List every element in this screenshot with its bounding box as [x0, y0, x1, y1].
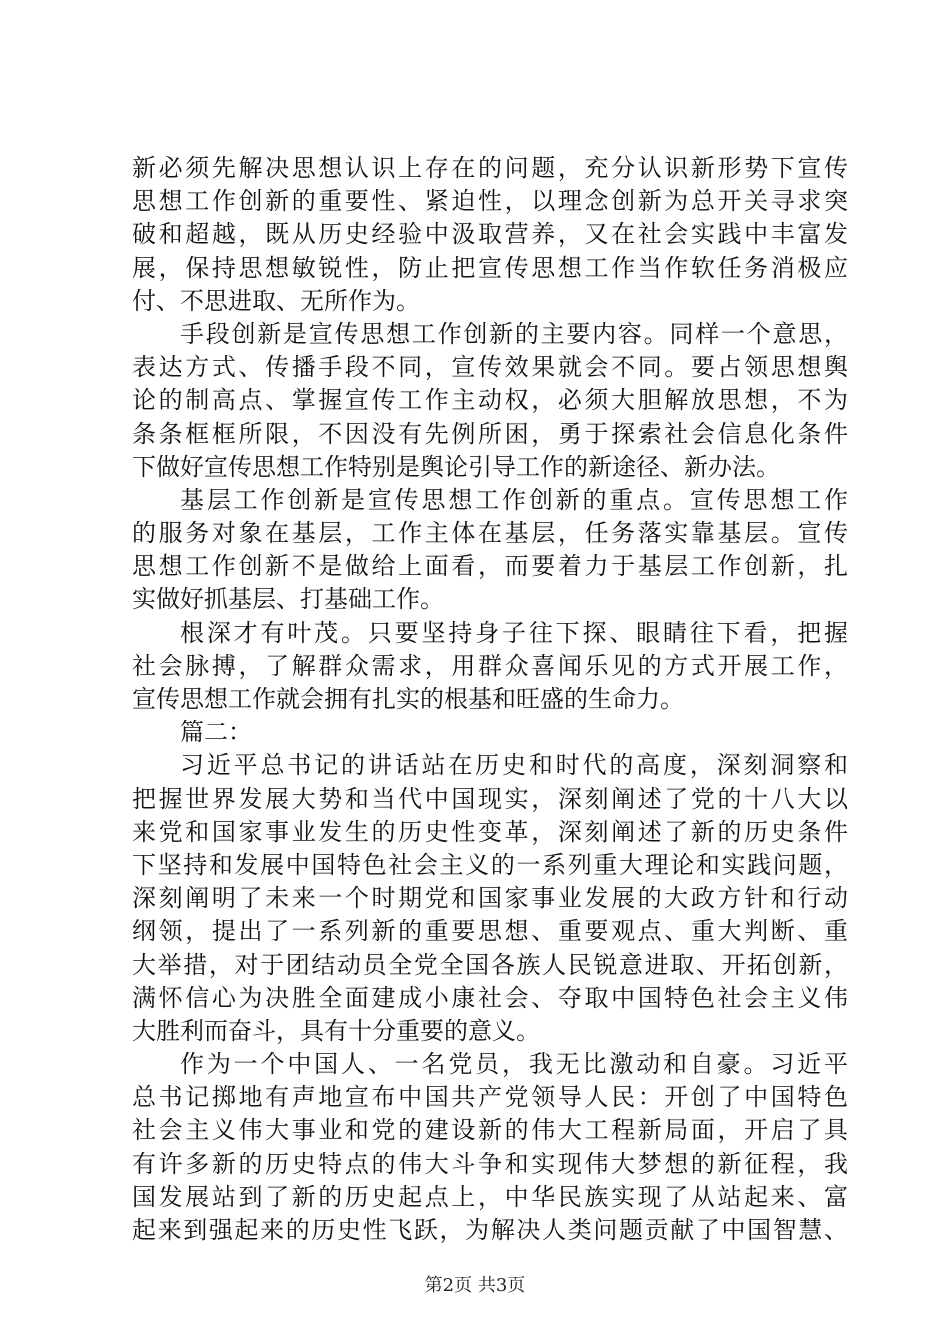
- text-line: 手段创新是宣传思想工作创新的主要内容。同样一个意思，: [180, 319, 848, 348]
- text-line: 作为一个中国人、一名党员，我无比激动和自豪。习近平: [180, 1050, 848, 1079]
- section-heading: [132, 716, 848, 749]
- paragraph: [132, 749, 848, 1048]
- text-line: 国发展站到了新的历史起点上，中华民族实现了从站起来、富: [132, 1182, 848, 1211]
- text-line: 实做好抓基层、打基础工作。: [132, 585, 444, 614]
- text-line: 深刻阐明了未来一个时期党和国家事业发展的大政方针和行动: [132, 884, 848, 913]
- paragraph: [132, 152, 848, 318]
- paragraph: [132, 484, 848, 617]
- text-line: 把握世界发展大势和当代中国现实，深刻阐述了党的十八大以: [132, 784, 848, 813]
- paragraph: [132, 617, 848, 717]
- text-line: 新必须先解决思想认识上存在的问题，充分认识新形势下宣传: [132, 154, 848, 182]
- text-line: 有许多新的历史特点的伟大斗争和实现伟大梦想的新征程，我: [132, 1149, 848, 1178]
- document-body: [132, 152, 848, 1247]
- paragraph: [132, 1048, 848, 1247]
- text-line: 习近平总书记的讲话站在历史和时代的高度，深刻洞察和: [180, 751, 848, 780]
- text-line: 思想工作创新不是做给上面看，而要着力于基层工作创新，扎: [132, 552, 848, 581]
- text-line: 下做好宣传思想工作特别是舆论引导工作的新途径、新办法。: [132, 452, 780, 481]
- text-line: 的服务对象在基层，工作主体在基层，任务落实靠基层。宣传: [132, 519, 848, 548]
- text-line: 破和超越，既从历史经验中汲取营养，又在社会实践中丰富发: [132, 220, 848, 249]
- text-line: 篇二：: [180, 718, 252, 747]
- text-line: 纲领，提出了一系列新的重要思想、重要观点、重大判断、重: [132, 917, 848, 946]
- text-line: 基层工作创新是宣传思想工作创新的重点。宣传思想工作: [180, 485, 848, 514]
- text-line: 根深才有叶茂。只要坚持身子往下探、眼睛往下看，把握: [180, 618, 848, 647]
- text-line: 起来到强起来的历史性飞跃，为解决人类问题贡献了中国智慧、: [132, 1216, 848, 1244]
- text-line: 来党和国家事业发生的历史性变革，深刻阐述了新的历史条件: [132, 817, 848, 846]
- text-line: 表达方式、传播手段不同，宣传效果就会不同。要占领思想舆: [132, 353, 848, 382]
- text-line: 大举措，对于团结动员全党全国各族人民锐意进取、开拓创新，: [132, 950, 848, 979]
- text-line: 思想工作创新的重要性、紧迫性，以理念创新为总开关寻求突: [132, 187, 848, 216]
- text-line: 付、不思进取、无所作为。: [132, 286, 420, 315]
- text-line: 总书记掷地有声地宣布中国共产党领导人民：开创了中国特色: [132, 1083, 848, 1112]
- text-line: 满怀信心为决胜全面建成小康社会、夺取中国特色社会主义伟: [132, 983, 848, 1012]
- page-number-footer: 第2页 共3页: [424, 1275, 526, 1296]
- text-line: 下坚持和发展中国特色社会主义的一系列重大理论和实践问题，: [132, 850, 848, 879]
- text-line: 条条框框所限，不因没有先例所困，勇于探索社会信息化条件: [132, 419, 848, 448]
- text-line: 社会脉搏，了解群众需求，用群众喜闻乐见的方式开展工作，: [132, 651, 848, 680]
- text-line: 论的制高点、掌握宣传工作主动权，必须大胆解放思想，不为: [132, 386, 848, 415]
- text-line: 宣传思想工作就会拥有扎实的根基和旺盛的生命力。: [132, 685, 684, 713]
- paragraph: [132, 318, 848, 484]
- text-line: 大胜利而奋斗，具有十分重要的意义。: [132, 1016, 540, 1045]
- text-line: 展，保持思想敏锐性，防止把宣传思想工作当作软任务消极应: [132, 253, 848, 282]
- text-line: 社会主义伟大事业和党的建设新的伟大工程新局面，开启了具: [132, 1116, 848, 1145]
